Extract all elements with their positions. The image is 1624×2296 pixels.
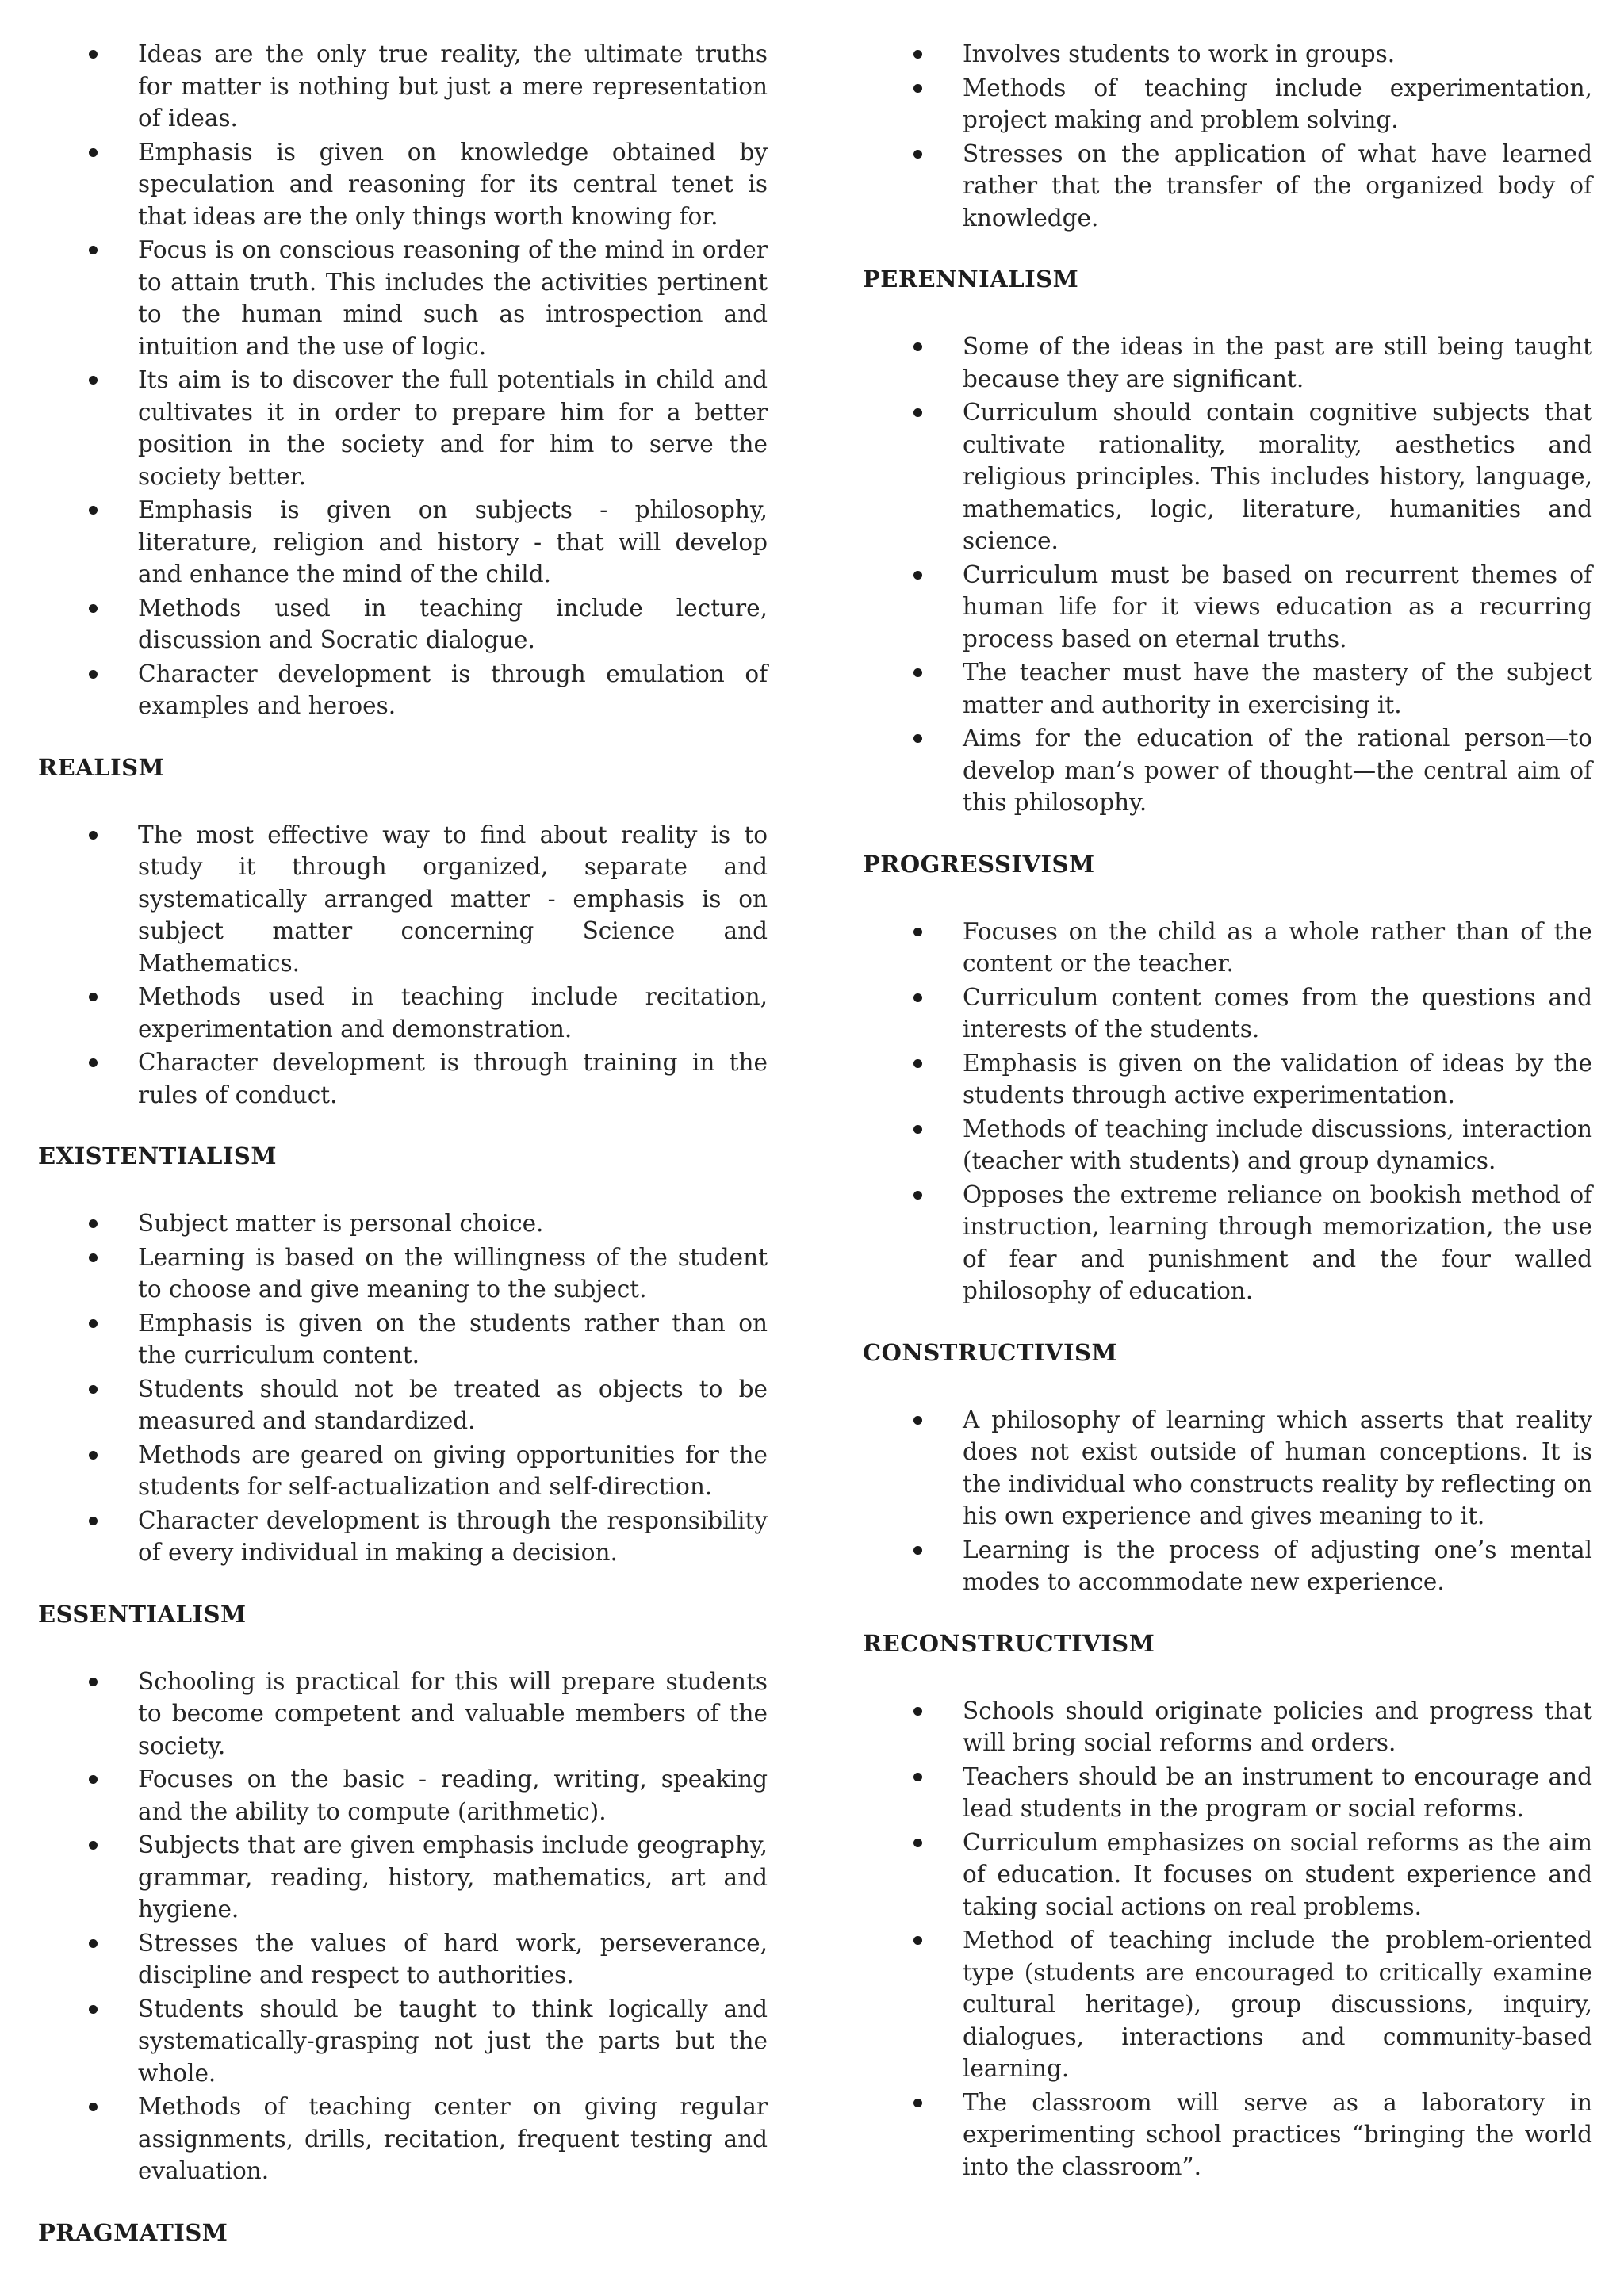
section-continued (863, 38, 1592, 234)
list-item (38, 234, 768, 362)
list-item-text: Stresses on the application of what have learned rather that the transfer of the organized body of knowledge. (963, 140, 1592, 232)
bullet-list (38, 38, 768, 722)
bullet-icon (914, 1191, 922, 1200)
list-item (38, 494, 768, 591)
bullet-icon (914, 2099, 922, 2107)
list-item-text: Curriculum should contain cognitive subjects that cultivate rationality, morality, aesthetics and religious principles. This includes history, language, mathematics, logic, literature, humanities and science. (963, 399, 1592, 554)
list-item (38, 819, 768, 980)
section-constructivism (863, 1339, 1592, 1598)
list-item (863, 1404, 1592, 1533)
list-item-text: Emphasis is given on the validation of ideas by the students through active experimentation. (963, 1049, 1592, 1108)
list-item (863, 396, 1592, 557)
list-item-text: Stresses the values of hard work, perseverance, discipline and respect to authorities. (138, 1929, 768, 1988)
list-item (863, 38, 1592, 71)
bullet-icon (89, 1253, 98, 1262)
list-item (863, 656, 1592, 721)
list-item (38, 136, 768, 233)
bullet-icon (89, 50, 98, 59)
list-item-text: Focus is on conscious reasoning of the mind in order to attain truth. This includes the activities pertinent to the human mind such as introspection and intuition and the use of logic. (138, 236, 768, 360)
right-column (863, 38, 1592, 2184)
list-item (38, 364, 768, 492)
section-existentialism (38, 1142, 768, 1569)
list-item (38, 1439, 768, 1503)
list-item-text: Focuses on the basic - reading, writing, speaking and the ability to compute (arithmetic). (138, 1766, 768, 1825)
bullet-icon (89, 2103, 98, 2111)
bullet-icon (89, 831, 98, 840)
list-item-text: Involves students to work in groups. (963, 40, 1396, 67)
list-item-text: Schooling is practical for this will prepare students to become competent and valuable members of the society. (138, 1667, 768, 1759)
list-item (38, 1829, 768, 1926)
list-item (38, 2091, 768, 2187)
list-item (863, 331, 1592, 395)
list-item (863, 916, 1592, 980)
list-item-text: Ideas are the only true reality, the ultimate truths for matter is nothing but just a mere representation of ideas. (138, 40, 768, 132)
list-item (863, 722, 1592, 819)
bullet-icon (914, 734, 922, 743)
bullet-icon (914, 1707, 922, 1716)
bullet-icon (914, 1773, 922, 1781)
list-item (863, 1924, 1592, 2085)
section-realism (38, 754, 768, 1112)
list-item-text: Methods of teaching center on giving regular assignments, drills, recitation, frequent testing and evaluation. (138, 2093, 768, 2184)
list-item-text: The classroom will serve as a laboratory in experimenting school practices “bringing the world into the classroom”. (963, 2088, 1592, 2180)
bullet-icon (914, 1059, 922, 1068)
list-item (863, 559, 1592, 656)
list-item-text: Curriculum emphasizes on social reforms as the aim of education. It focuses on student experience and taking social actions on real problems. (963, 1828, 1592, 1920)
bullet-icon (914, 150, 922, 159)
bullet-icon (89, 376, 98, 385)
section-heading: EXISTENTIALISM (38, 1142, 277, 1169)
bullet-icon (914, 928, 922, 936)
list-item-text: A philosophy of learning which asserts that reality does not exist outside of human conceptions. It is the individual who constructs reality by reflecting on his own experience and gives meaning to it. (963, 1406, 1592, 1529)
list-item (38, 1307, 768, 1372)
bullet-icon (89, 148, 98, 157)
section-heading: REALISM (38, 753, 165, 781)
bullet-icon (914, 993, 922, 1002)
bullet-icon (914, 50, 922, 59)
list-item-text: Aims for the education of the rational person—to develop man’s power of thought—the central aim of this philosophy. (963, 725, 1592, 816)
bullet-icon (914, 1839, 922, 1847)
bullet-icon (914, 342, 922, 351)
bullet-icon (914, 84, 922, 93)
bullet-icon (914, 408, 922, 417)
list-item (38, 1047, 768, 1111)
left-column (38, 38, 768, 2284)
list-item-text: Schools should originate policies and progress that will bring social reforms and orders. (963, 1697, 1592, 1756)
bullet-icon (914, 668, 922, 677)
bullet-list (38, 1666, 768, 2187)
bullet-icon (89, 1058, 98, 1067)
bullet-icon (89, 1451, 98, 1460)
list-item-text: Methods are geared on giving opportunities for the students for self-actualization and self-direction. (138, 1441, 768, 1500)
bullet-icon (89, 604, 98, 613)
list-item (38, 1666, 768, 1762)
list-item (863, 1179, 1592, 1307)
list-item-text: Subject matter is personal choice. (138, 1210, 544, 1237)
list-item (38, 1993, 768, 2090)
list-item-text: Focuses on the child as a whole rather than of the content or the teacher. (963, 917, 1592, 977)
list-item-text: Its aim is to discover the full potentials in child and cultivates it in order to prepare him for a better position in the society and for him to serve the society better. (138, 366, 768, 490)
bullet-list (38, 819, 768, 1112)
bullet-icon (89, 1385, 98, 1394)
bullet-list (863, 331, 1592, 819)
list-item-text: Emphasis is given on the students rather than on the curriculum content. (138, 1309, 768, 1368)
list-item (38, 658, 768, 722)
bullet-icon (89, 2005, 98, 2014)
list-item-text: Opposes the extreme reliance on bookish method of instruction, learning through memorization, the use of fear and punishment and the four walled philosophy of education. (963, 1181, 1592, 1304)
list-item-text: Curriculum must be based on recurrent themes of human life for it views education as a recurring process based on eternal truths. (963, 561, 1592, 652)
section-perennialism (863, 266, 1592, 819)
list-item-text: Methods used in teaching include recitation, experimentation and demonstration. (138, 983, 768, 1043)
section-continued (38, 38, 768, 722)
list-item-text: Methods of teaching include experimentation, project making and problem solving. (963, 74, 1592, 133)
list-item (863, 2087, 1592, 2183)
section-essentialism (38, 1601, 768, 2187)
list-item (38, 1207, 768, 1240)
list-item (863, 1827, 1592, 1923)
list-item (863, 982, 1592, 1046)
bullet-icon (914, 571, 922, 580)
section-heading: CONSTRUCTIVISM (863, 1338, 1118, 1366)
list-item (863, 1047, 1592, 1112)
list-item-text: Subjects that are given emphasis include geography, grammar, reading, history, mathematics, art and hygiene. (138, 1831, 768, 1923)
bullet-icon (914, 1936, 922, 1945)
list-item-text: Curriculum content comes from the questions and interests of the students. (963, 983, 1592, 1043)
list-item-text: Character development is through the responsibility of every individual in making a decision. (138, 1506, 768, 1566)
list-item-text: Learning is based on the willingness of the student to choose and give meaning to the subject. (138, 1243, 768, 1303)
bullet-icon (89, 1319, 98, 1328)
bullet-list (38, 1207, 768, 1569)
bullet-icon (89, 1517, 98, 1525)
list-item (38, 38, 768, 135)
bullet-icon (89, 670, 98, 679)
list-item (38, 1763, 768, 1827)
list-item-text: The most effective way to find about reality is to study it through organized, separate and systematically arranged matter - emphasis is on subject matter concerning Science and Mathematics. (138, 821, 768, 977)
list-item-text: Method of teaching include the problem-oriented type (students are encouraged to critically examine cultural heritage), group discussions, inquiry, dialogues, interactions and community-based learning. (963, 1927, 1592, 2082)
list-item (38, 1373, 768, 1437)
section-heading: PERENNIALISM (863, 266, 1079, 293)
bullet-icon (89, 1939, 98, 1948)
bullet-icon (914, 1546, 922, 1555)
list-item-text: Some of the ideas in the past are still being taught because they are significant. (963, 333, 1592, 392)
section-heading: PROGRESSIVISM (863, 850, 1095, 878)
list-item (38, 1505, 768, 1569)
list-item-text: Emphasis is given on knowledge obtained by speculation and reasoning for its central tenet is that ideas are the only things worth knowing for. (138, 138, 768, 230)
list-item (38, 1242, 768, 1306)
bullet-icon (89, 993, 98, 1001)
list-item-text: Students should not be treated as objects to be measured and standardized. (138, 1375, 768, 1434)
bullet-icon (89, 1678, 98, 1686)
list-item (863, 138, 1592, 235)
list-item (38, 592, 768, 656)
list-item (38, 981, 768, 1045)
list-item-text: Character development is through emulation of examples and heroes. (138, 660, 768, 719)
list-item (863, 1761, 1592, 1825)
section-pragmatism (38, 2219, 768, 2246)
list-item-text: Learning is the process of adjusting one’s mental modes to accommodate new experience. (963, 1536, 1592, 1595)
list-item (863, 72, 1592, 136)
list-item-text: Character development is through training in the rules of conduct. (138, 1049, 768, 1108)
bullet-list (863, 1695, 1592, 2183)
section-heading: RECONSTRUCTIVISM (863, 1629, 1155, 1657)
bullet-list (863, 38, 1592, 234)
section-heading: PRAGMATISM (38, 2218, 228, 2246)
bullet-icon (89, 1841, 98, 1850)
bullet-icon (89, 506, 98, 515)
list-item-text: Methods used in teaching include lecture, discussion and Socratic dialogue. (138, 594, 768, 653)
list-item (38, 1927, 768, 1992)
list-item-text: The teacher must have the mastery of the subject matter and authority in exercising it. (963, 659, 1592, 718)
list-item-text: Teachers should be an instrument to encourage and lead students in the program or social reforms. (963, 1762, 1592, 1822)
bullet-icon (89, 1775, 98, 1784)
bullet-icon (89, 1219, 98, 1228)
bullet-icon (89, 246, 98, 254)
list-item (863, 1534, 1592, 1598)
list-item-text: Emphasis is given on subjects - philosophy, literature, religion and history - that will develop and enhance the mind of the child. (138, 496, 768, 587)
section-heading: ESSENTIALISM (38, 1600, 247, 1628)
bullet-list (863, 916, 1592, 1307)
section-progressivism (863, 851, 1592, 1307)
list-item-text: Methods of teaching include discussions, interaction (teacher with students) and group dynamics. (963, 1115, 1592, 1174)
section-reconstructivism (863, 1630, 1592, 2183)
bullet-icon (914, 1416, 922, 1425)
bullet-icon (914, 1125, 922, 1134)
list-item-text: Students should be taught to think logically and systematically-grasping not just the parts but the whole. (138, 1995, 768, 2087)
list-item (863, 1113, 1592, 1177)
bullet-list (863, 1404, 1592, 1598)
list-item (863, 1695, 1592, 1759)
